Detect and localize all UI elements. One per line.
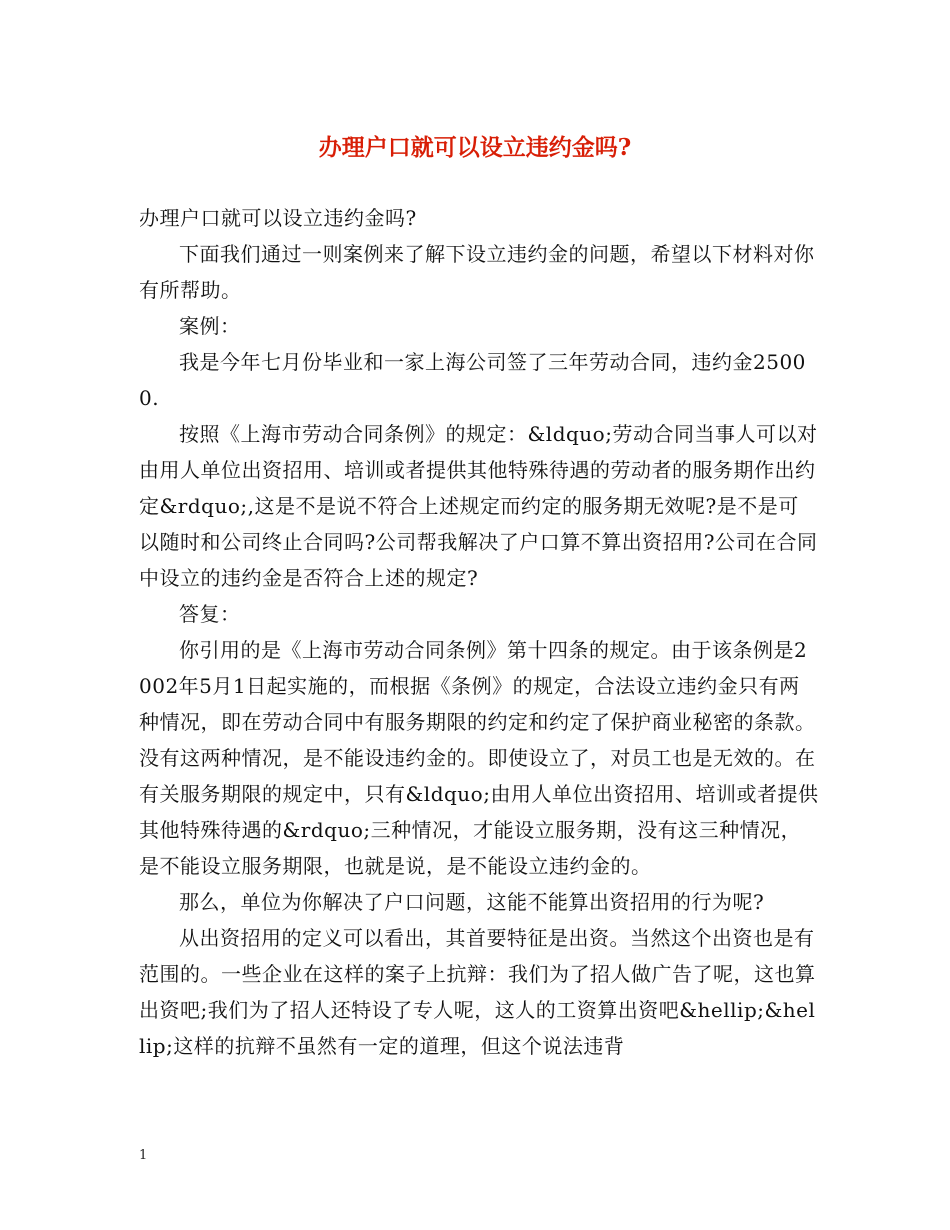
paragraph: 那么，单位为你解决了户口问题，这能不能算出资招用的行为呢? xyxy=(179,890,765,914)
paragraph: 案例： xyxy=(179,314,241,338)
paragraph: 你引用的是《上海市劳动合同条例》第十四条的规定。由于该条例是2002年5月1日起实施的，而根据《条例》的规定，合法设立违约金只有两种情况，即在劳动合同中有服务期限的约定和约定了保护商业秘密的条款。没有这两种情况，是不能设违约金的。即使设立了，对员工也是无效的。在有关服务期限的规定中，只有&ldquo;由用人单位出资招用、培训或者提供其他特殊待遇的&rdquo;三种情况，才能设立服务期，没有这三种情况，是不能设立服务期限，也就是说，是不能设立违约金的。 xyxy=(139,638,819,878)
page-number: 1 xyxy=(139,1148,148,1163)
paragraph: 从出资招用的定义可以看出，其首要特征是出资。当然这个出资也是有范围的。一些企业在这样的案子上抗辩：我们为了招人做广告了呢，这也算出资吧;我们为了招人还特设了专人呢，这人的工资算出资吧&hellip;&hellip;这样的抗辩不虽然有一定的道理，但这个说法违背 xyxy=(139,926,816,1058)
paragraph: 答复： xyxy=(179,602,241,626)
paragraph: 办理户口就可以设立违约金吗? xyxy=(139,206,417,230)
paragraph: 我是今年七月份毕业和一家上海公司签了三年劳动合同，违约金25000. xyxy=(139,350,806,410)
paragraph: 按照《上海市劳动合同条例》的规定：&ldquo;劳动合同当事人可以对由用人单位出资招用、培训或者提供其他特殊待遇的劳动者的服务期作出约定&rdquo;,这是不是说不符合上述规定而约定的服务期无效呢?是不是可以随时和公司终止合同吗?公司帮我解决了户口算不算出资招用?公司在合同中设立的违约金是否符合上述的规定? xyxy=(139,422,818,590)
document-title: 办理户口就可以设立违约金吗? xyxy=(318,134,632,161)
paragraph: 下面我们通过一则案例来了解下设立违约金的问题，希望以下材料对你有所帮助。 xyxy=(139,242,815,302)
document-body xyxy=(139,200,819,1064)
